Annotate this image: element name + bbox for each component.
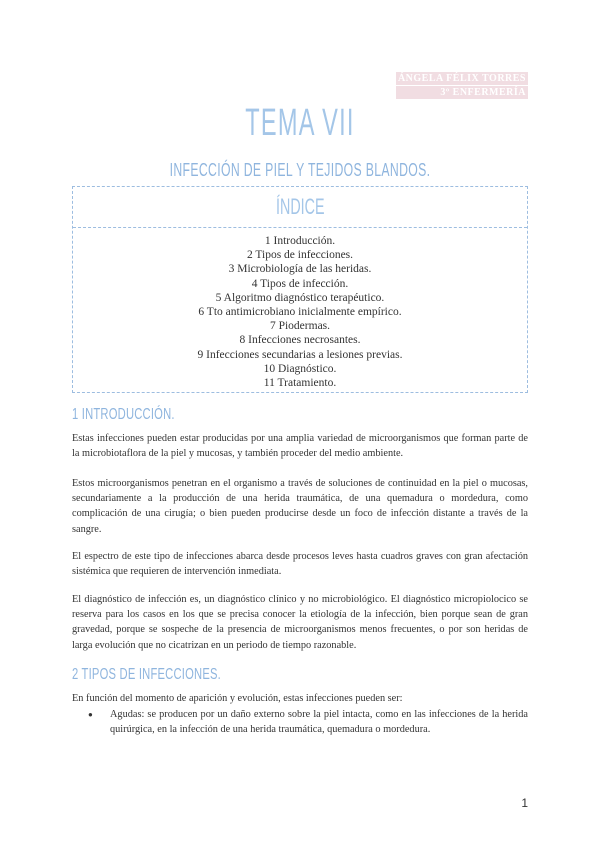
index-item[interactable]: 4 Tipos de infección.: [251, 277, 349, 290]
paragraph: Estas infecciones pueden estar producidas por una amplia variedad de microorganismos que forman parte de la microbiotaflora de la piel y mucosas, y también proceder del medio ambiente.: [72, 433, 528, 460]
paragraph: El diagnóstico de infección es, un diagnóstico clínico y no microbiológico. El diagnóstico micropiolocico se reserva para los casos en los que se precisa conocer la etiología de la infección, bien porque sean de gran gravedad, porque se sospeche de la presencia de microorganismos menos frecuentes, o por son heridas de larga evolución que no cicatrizan en un periodo de tiempo razonable.: [72, 594, 528, 651]
bullet-list: [72, 707, 528, 737]
index-box: [72, 186, 528, 393]
index-item[interactable]: 1 Introducción.: [264, 235, 336, 247]
page-subtitle: INFECCIÓN DE PIEL Y TEJIDOS BLANDOS.: [169, 160, 431, 180]
index-item[interactable]: 7 Piodermas.: [269, 320, 331, 333]
course-name: 3º ENFERMERÍA: [396, 86, 528, 99]
index-item[interactable]: 2 Tipos de infecciones.: [246, 249, 354, 262]
index-list: [73, 234, 527, 390]
index-item[interactable]: 8 Infecciones necrosantes.: [239, 334, 361, 347]
index-item[interactable]: 3 Microbiología de las heridas.: [228, 263, 372, 276]
index-item[interactable]: 9 Infecciones secundarias a lesiones previas.: [197, 348, 403, 361]
page-title: TEMA VII: [245, 102, 355, 144]
index-item[interactable]: 6 Tto antimicrobiano inicialmente empírico.: [198, 306, 402, 319]
author-tag: [396, 72, 528, 100]
bullet-item: ● Agudas: se producen por un daño externo sobre la piel intacta, como en las infecciones de la herida quirúrgica, en la infección de una herida traumática, quemadura o mordedura.: [72, 707, 528, 737]
page-number: 1: [521, 796, 528, 810]
section-heading-tipos: 2 TIPOS DE INFECCIONES.: [72, 666, 222, 683]
index-item[interactable]: 5 Algoritmo diagnóstico terapéutico.: [215, 291, 385, 304]
section-heading-introduccion: 1 INTRODUCCIÓN.: [72, 406, 175, 423]
paragraph: El espectro de este tipo de infecciones abarca desde procesos leves hasta cuadros graves con gran afectación sistémica que requieren de intervención inmediata.: [72, 551, 528, 578]
index-heading: ÍNDICE: [73, 187, 527, 228]
paragraph: Estos microorganismos penetran en el organismo a través de soluciones de continuidad en la piel o mucosas, secundariamente a la producción de una herida traumática, de una quemadura o mordedura, como complicación de una cirugía; o bien pueden producirse desde un foco de infección distante a través de la sangre.: [72, 478, 528, 535]
paragraph: En función del momento de aparición y evolución, estas infecciones pueden ser:: [72, 693, 403, 704]
author-name: ÁNGELA FÉLIX TORRES: [397, 73, 526, 84]
index-item[interactable]: 10 Diagnóstico.: [263, 362, 337, 375]
index-item[interactable]: 11 Tratamiento.: [263, 377, 337, 390]
